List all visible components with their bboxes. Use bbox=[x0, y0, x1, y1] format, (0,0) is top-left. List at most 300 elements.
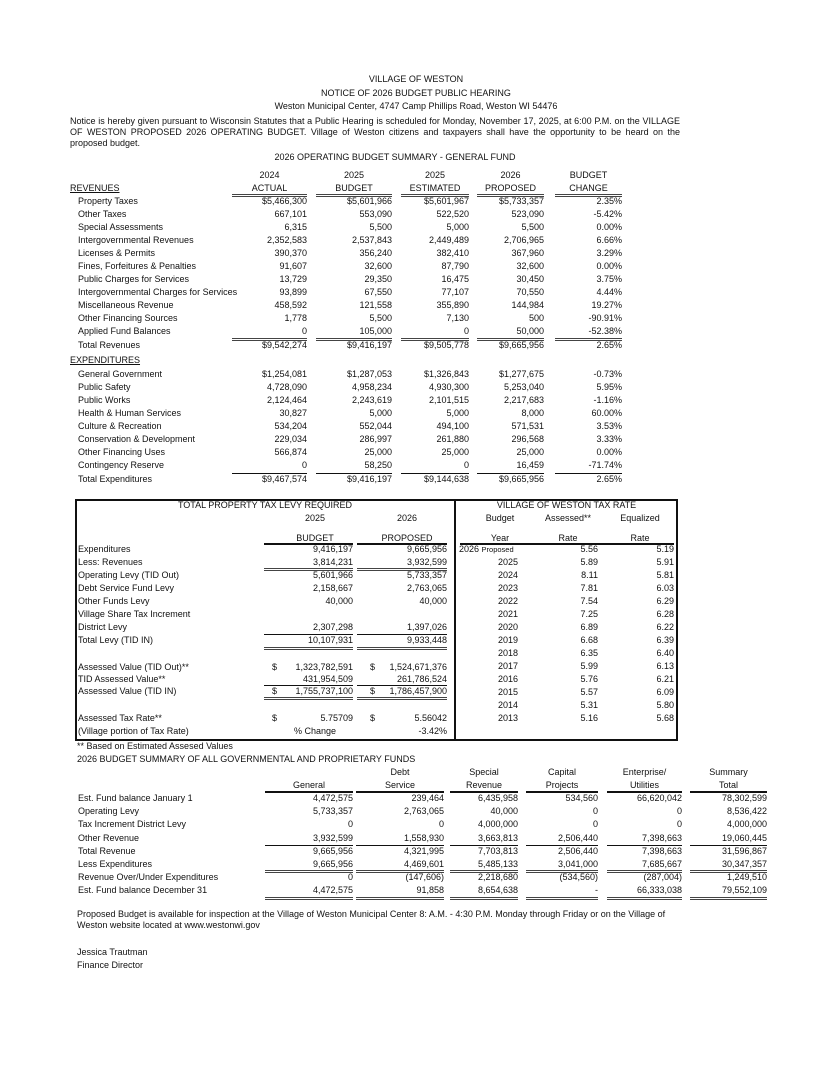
total-rule bbox=[690, 897, 767, 900]
fund-row-label: Est. Fund balance December 31 bbox=[78, 885, 208, 895]
fund-row-value: (287,004) bbox=[643, 872, 682, 882]
fund-row-value: 66,333,038 bbox=[636, 885, 682, 895]
levy-col-budget: BUDGET bbox=[296, 533, 334, 543]
row-label: Total Expenditures bbox=[78, 474, 153, 484]
fund-row-value: 4,321,995 bbox=[403, 846, 444, 856]
levy-row-value: 1,397,026 bbox=[406, 622, 447, 632]
row-value: 29,350 bbox=[364, 274, 392, 284]
row-value: $9,665,956 bbox=[498, 474, 544, 484]
revenues-heading: REVENUES bbox=[70, 183, 120, 193]
expenditures-heading: EXPENDITURES bbox=[70, 355, 141, 365]
row-label: Other Taxes bbox=[78, 209, 127, 219]
fund-row-value: 91,858 bbox=[416, 885, 444, 895]
currency-symbol: $ bbox=[272, 662, 278, 672]
row-value: 5,000 bbox=[446, 408, 469, 418]
row-label: Other Financing Sources bbox=[78, 313, 178, 323]
row-value: 356,240 bbox=[359, 248, 392, 258]
row-value: $1,254,081 bbox=[261, 369, 307, 379]
rate-year: 2013 bbox=[497, 713, 518, 723]
rate-year: 2016 bbox=[497, 674, 518, 684]
fund-row-label: Other Revenue bbox=[78, 833, 140, 843]
assessed-rate: 7.25 bbox=[580, 609, 598, 619]
levy-row-value: 9,933,448 bbox=[406, 635, 447, 645]
total-rule bbox=[356, 897, 444, 900]
fund-row-value: 78,302,599 bbox=[721, 793, 767, 803]
row-value: 2,101,515 bbox=[428, 395, 469, 405]
rate-year: 2020 bbox=[497, 622, 518, 632]
tax-rate-2026: 5.56042 bbox=[414, 713, 447, 723]
fund-header-top: Special bbox=[469, 767, 499, 777]
fund-header-top: Summary bbox=[709, 767, 748, 777]
availability-note: Proposed Budget is available for inspection at the Village of Weston Municipal Center 8: A.M. - 4:30 P.M. Monday through Friday or on the Village of Weston website located at www.westonwi.gov bbox=[77, 909, 666, 930]
row-value: 93,899 bbox=[279, 287, 307, 297]
fund-row-value: 30,347,357 bbox=[721, 859, 767, 869]
column-header-year: 2026 bbox=[500, 170, 521, 180]
row-value: -0.73% bbox=[593, 369, 622, 379]
equalized-rate: 6.13 bbox=[656, 661, 674, 671]
row-label: Special Assessments bbox=[78, 222, 164, 232]
fund-row-value: 79,552,109 bbox=[721, 885, 767, 895]
row-value: $9,144,638 bbox=[423, 474, 469, 484]
subtotal-rule bbox=[450, 845, 518, 846]
equalized-rate: 5.91 bbox=[656, 557, 674, 567]
row-value: 0 bbox=[463, 326, 469, 336]
fund-row-value: 40,000 bbox=[490, 806, 518, 816]
rate-header-top: Assessed** bbox=[544, 513, 592, 523]
signer-name: Jessica Trautman bbox=[77, 947, 148, 957]
row-value: 5,000 bbox=[369, 408, 392, 418]
row-value: 5,500 bbox=[369, 222, 392, 232]
row-value: 3.29% bbox=[596, 248, 622, 258]
fund-row-value: 0 bbox=[676, 806, 682, 816]
fund-row-value: 3,932,599 bbox=[312, 833, 353, 843]
rate-year: 2014 bbox=[497, 700, 518, 710]
fund-header-bottom: General bbox=[292, 780, 326, 790]
row-value: 566,874 bbox=[274, 447, 307, 457]
levy-row-value: 2,307,298 bbox=[312, 622, 353, 632]
fund-header-bottom: Service bbox=[384, 780, 415, 790]
subtotal-rule bbox=[264, 634, 353, 635]
fund-row-value: 4,469,601 bbox=[403, 859, 444, 869]
assessed-value-2025: 1,755,737,100 bbox=[295, 686, 353, 696]
fund-header-bottom: Projects bbox=[545, 780, 579, 790]
assessed-value-2026: 261,786,524 bbox=[396, 674, 447, 684]
levy-row-label: Village Share Tax Increment bbox=[78, 609, 191, 619]
fund-row-value: 19,060,445 bbox=[721, 833, 767, 843]
row-value: 30,450 bbox=[516, 274, 544, 284]
fund-row-value: 0 bbox=[347, 819, 353, 829]
fund-row-value: 534,560 bbox=[565, 793, 598, 803]
equalized-rate: 6.21 bbox=[656, 674, 674, 684]
fund-row-value: 0 bbox=[438, 819, 444, 829]
column-header-label: CHANGE bbox=[569, 183, 608, 193]
fund-header-top: Enterprise/ bbox=[622, 767, 667, 777]
total-rule bbox=[607, 897, 682, 900]
row-value: 571,531 bbox=[511, 421, 544, 431]
equalized-rate: 6.28 bbox=[656, 609, 674, 619]
row-value: $1,326,843 bbox=[423, 369, 469, 379]
row-value: 553,090 bbox=[359, 209, 392, 219]
levy-row-value: 5,733,357 bbox=[406, 570, 447, 580]
fund-row-value: 0 bbox=[592, 806, 598, 816]
subtotal-rule bbox=[265, 845, 353, 846]
fund-header-bottom: Utilities bbox=[629, 780, 659, 790]
tax-rate-label: Assessed Tax Rate** bbox=[78, 713, 162, 723]
assessed-rate: 6.89 bbox=[580, 622, 598, 632]
funds-summary-title: 2026 BUDGET SUMMARY OF ALL GOVERNMENTAL AND PROPRIETARY FUNDS bbox=[77, 754, 416, 764]
rate-year: 2015 bbox=[497, 687, 518, 697]
rate-year: 2021 bbox=[497, 609, 518, 619]
subtotal-rule bbox=[526, 870, 598, 873]
levy-row-label: District Levy bbox=[78, 622, 128, 632]
rate-year: 2019 bbox=[497, 635, 518, 645]
row-label: Culture & Recreation bbox=[78, 421, 162, 431]
levy-row-value: 9,665,956 bbox=[406, 544, 447, 554]
row-value: -52.38% bbox=[588, 326, 622, 336]
row-value: $1,277,675 bbox=[498, 369, 544, 379]
row-value: 390,370 bbox=[274, 248, 307, 258]
row-value: 355,890 bbox=[436, 300, 469, 310]
assessed-label: TID Assessed Value** bbox=[78, 674, 166, 684]
village-title: VILLAGE OF WESTON bbox=[368, 74, 464, 84]
row-value: 105,000 bbox=[359, 326, 392, 336]
general-fund-title: 2026 OPERATING BUDGET SUMMARY - GENERAL FUND bbox=[274, 152, 516, 162]
fund-row-value: 8,654,638 bbox=[477, 885, 518, 895]
column-header-year: BUDGET bbox=[569, 170, 608, 180]
row-value: 523,090 bbox=[511, 209, 544, 219]
row-value: 25,000 bbox=[441, 447, 469, 457]
footnote: ** Based on Estimated Assesed Values bbox=[77, 741, 233, 751]
row-value: 4,958,234 bbox=[351, 382, 392, 392]
row-label: Intergovernmental Charges for Services bbox=[78, 287, 238, 297]
column-header-year: 2025 bbox=[343, 170, 365, 180]
row-value: 229,034 bbox=[274, 434, 307, 444]
row-value: 58,250 bbox=[364, 460, 392, 470]
assessed-rate: 5.57 bbox=[580, 687, 598, 697]
assessed-rate: 6.68 bbox=[580, 635, 598, 645]
assessed-rate: 5.76 bbox=[580, 674, 598, 684]
subtotal-rule bbox=[357, 685, 447, 686]
fund-row-label: Tax Increment District Levy bbox=[78, 819, 187, 829]
levy-row-value: 40,000 bbox=[419, 596, 447, 606]
fund-row-value: 1,249,510 bbox=[726, 872, 767, 882]
row-label: Conservation & Development bbox=[78, 434, 196, 444]
assessed-label: Assessed Value (TID Out)** bbox=[78, 662, 189, 672]
row-value: -71.74% bbox=[588, 460, 622, 470]
row-label: Contingency Reserve bbox=[78, 460, 165, 470]
row-value: 77,107 bbox=[441, 287, 469, 297]
subtotal-rule bbox=[607, 870, 682, 873]
fund-row-value: 7,398,663 bbox=[641, 846, 682, 856]
row-value: 0.00% bbox=[596, 222, 622, 232]
row-value: 5,253,040 bbox=[503, 382, 544, 392]
row-value: 2,124,464 bbox=[266, 395, 307, 405]
row-value: 19.27% bbox=[591, 300, 622, 310]
subtotal-rule bbox=[356, 845, 444, 846]
fund-row-value: 2,218,680 bbox=[477, 872, 518, 882]
row-value: 16,459 bbox=[516, 460, 544, 470]
row-value: 458,592 bbox=[274, 300, 307, 310]
column-header-year: 2024 bbox=[259, 170, 280, 180]
row-value: 144,984 bbox=[511, 300, 544, 310]
row-label: Applied Fund Balances bbox=[78, 326, 171, 336]
fund-row-value: 6,435,958 bbox=[477, 793, 518, 803]
row-value: $9,416,197 bbox=[346, 474, 392, 484]
row-value: 8,000 bbox=[521, 408, 544, 418]
equalized-rate: 6.22 bbox=[656, 622, 674, 632]
row-value: 121,558 bbox=[359, 300, 392, 310]
total-rule bbox=[264, 647, 353, 650]
row-value: 494,100 bbox=[436, 421, 469, 431]
equalized-rate: 5.81 bbox=[656, 570, 674, 580]
row-value: 2.65% bbox=[596, 474, 622, 484]
fund-header-top: Capital bbox=[547, 767, 576, 777]
fund-row-value: - bbox=[595, 885, 598, 895]
row-value: 2,352,583 bbox=[266, 235, 307, 245]
row-value: 30,827 bbox=[279, 408, 307, 418]
row-value: $1,287,053 bbox=[346, 369, 392, 379]
fund-row-value: 5,733,357 bbox=[312, 806, 353, 816]
fund-row-value: 4,472,575 bbox=[312, 793, 353, 803]
subtotal-rule bbox=[357, 568, 447, 571]
column-header-label: PROPOSED bbox=[484, 183, 536, 193]
currency-symbol: $ bbox=[272, 713, 278, 723]
rate-year: 2024 bbox=[497, 570, 518, 580]
subtotal-rule bbox=[265, 870, 353, 873]
levy-col-proposed: PROPOSED bbox=[381, 533, 433, 543]
row-value: 4,728,090 bbox=[266, 382, 307, 392]
rate-year: 2023 bbox=[497, 583, 518, 593]
equalized-rate: 6.29 bbox=[656, 596, 674, 606]
row-value: 3.53% bbox=[596, 421, 622, 431]
subtotal-rule bbox=[690, 845, 767, 846]
assessed-label: Assessed Value (TID IN) bbox=[78, 686, 177, 696]
row-label: Other Financing Uses bbox=[78, 447, 166, 457]
assessed-rate: 5.89 bbox=[580, 557, 598, 567]
rate-header-top: Budget bbox=[485, 513, 515, 523]
fund-row-value: 7,398,663 bbox=[641, 833, 682, 843]
column-header-label: BUDGET bbox=[335, 183, 373, 193]
total-rule bbox=[357, 697, 447, 700]
rate-header-top: Equalized bbox=[620, 513, 660, 523]
row-value: 50,000 bbox=[516, 326, 544, 336]
fund-row-label: Total Revenue bbox=[78, 846, 136, 856]
fund-row-value: 1,558,930 bbox=[403, 833, 444, 843]
row-value: 2,243,619 bbox=[351, 395, 392, 405]
levy-col-2026: 2026 bbox=[396, 513, 418, 523]
row-label: Public Safety bbox=[78, 382, 131, 392]
box-divider bbox=[454, 499, 456, 741]
row-label: Property Taxes bbox=[78, 196, 138, 206]
equalized-rate: 5.80 bbox=[656, 700, 674, 710]
row-value: 2,449,489 bbox=[428, 235, 469, 245]
equalized-rate: 6.03 bbox=[656, 583, 674, 593]
row-value: 25,000 bbox=[364, 447, 392, 457]
row-value: 32,600 bbox=[516, 261, 544, 271]
row-value: $9,665,956 bbox=[498, 340, 544, 350]
row-value: 382,410 bbox=[436, 248, 469, 258]
fund-header-top: Debt bbox=[390, 767, 410, 777]
subtotal-rule bbox=[356, 870, 444, 873]
row-value: -5.42% bbox=[593, 209, 622, 219]
levy-row-value: 3,814,231 bbox=[312, 557, 353, 567]
row-value: -90.91% bbox=[588, 313, 622, 323]
row-value: 3.33% bbox=[596, 434, 622, 444]
fund-row-value: 31,596,867 bbox=[721, 846, 767, 856]
row-value: 0 bbox=[301, 326, 307, 336]
row-value: 5,000 bbox=[446, 222, 469, 232]
row-value: 91,607 bbox=[279, 261, 307, 271]
fund-row-value: 2,763,065 bbox=[403, 806, 444, 816]
fund-row-value: 0 bbox=[347, 872, 353, 882]
row-label: Public Works bbox=[78, 395, 131, 405]
fund-row-value: 3,663,813 bbox=[477, 833, 518, 843]
fund-row-value: 0 bbox=[592, 819, 598, 829]
fund-row-value: 2,506,440 bbox=[557, 833, 598, 843]
column-header-label: ESTIMATED bbox=[409, 183, 461, 193]
row-value: 2,217,683 bbox=[503, 395, 544, 405]
fund-row-value: 8,536,422 bbox=[726, 806, 767, 816]
row-value: 5,500 bbox=[521, 222, 544, 232]
assessed-value-2026: 1,524,671,376 bbox=[389, 662, 447, 672]
levy-row-value: 2,763,065 bbox=[406, 583, 447, 593]
subtotal-rule bbox=[264, 685, 353, 686]
row-value: $9,505,778 bbox=[423, 340, 469, 350]
row-value: 2.35% bbox=[596, 196, 622, 206]
row-value: 60.00% bbox=[591, 408, 622, 418]
levy-row-label: Total Levy (TID IN) bbox=[78, 635, 154, 645]
row-value: 32,600 bbox=[364, 261, 392, 271]
percent-change-value: -3.42% bbox=[418, 726, 447, 736]
fund-row-value: 66,620,042 bbox=[636, 793, 682, 803]
levy-row-label: Less: Revenues bbox=[78, 557, 143, 567]
assessed-rate: 5.16 bbox=[580, 713, 598, 723]
fund-row-value: 4,000,000 bbox=[726, 819, 767, 829]
equalized-rate: 6.40 bbox=[656, 648, 674, 658]
notice-title: NOTICE OF 2026 BUDGET PUBLIC HEARING bbox=[321, 88, 511, 98]
subtotal-rule bbox=[450, 870, 518, 873]
row-label: Health & Human Services bbox=[78, 408, 182, 418]
assessed-value-2026: 1,786,457,900 bbox=[389, 686, 447, 696]
row-value: 6,315 bbox=[284, 222, 307, 232]
row-value: -1.16% bbox=[593, 395, 622, 405]
levy-row-label: Operating Levy (TID Out) bbox=[78, 570, 180, 580]
rate-year: 2018 bbox=[497, 648, 518, 658]
levy-row-value: 40,000 bbox=[325, 596, 353, 606]
fund-row-value: (147,606) bbox=[405, 872, 444, 882]
row-value: 0 bbox=[463, 460, 469, 470]
row-label: General Government bbox=[78, 369, 163, 379]
row-value: $5,601,967 bbox=[423, 196, 469, 206]
total-rule bbox=[357, 647, 447, 650]
levy-row-value: 10,107,931 bbox=[307, 635, 353, 645]
fund-row-value: 2,506,440 bbox=[557, 846, 598, 856]
column-header-year: 2025 bbox=[424, 170, 446, 180]
row-value: 367,960 bbox=[511, 248, 544, 258]
row-value: $9,542,274 bbox=[261, 340, 307, 350]
row-value: 3.75% bbox=[596, 274, 622, 284]
row-value: 0.00% bbox=[596, 447, 622, 457]
rate-year: 2022 bbox=[497, 596, 518, 606]
total-rule bbox=[526, 897, 598, 900]
fund-row-label: Less Expenditures bbox=[78, 859, 153, 869]
row-value: 552,044 bbox=[359, 421, 392, 431]
row-label: Fines, Forfeitures & Penalties bbox=[78, 261, 197, 271]
assessed-value-2025: 1,323,782,591 bbox=[295, 662, 353, 672]
row-value: 5,500 bbox=[369, 313, 392, 323]
fund-row-value: 0 bbox=[676, 819, 682, 829]
row-value: 2.65% bbox=[596, 340, 622, 350]
address-line: Weston Municipal Center, 4747 Camp Phillips Road, Weston WI 54476 bbox=[274, 101, 558, 111]
row-value: 13,729 bbox=[279, 274, 307, 284]
currency-symbol: $ bbox=[370, 686, 376, 696]
fund-row-value: 7,685,667 bbox=[641, 859, 682, 869]
rate-year: 2017 bbox=[497, 661, 518, 671]
total-rule bbox=[450, 897, 518, 900]
row-value: 667,101 bbox=[274, 209, 307, 219]
subtotal-rule bbox=[607, 845, 682, 846]
row-value: $5,601,966 bbox=[346, 196, 392, 206]
currency-symbol: $ bbox=[370, 662, 376, 672]
fund-row-label: Revenue Over/Under Expenditures bbox=[78, 872, 219, 882]
levy-col-2025: 2025 bbox=[304, 513, 326, 523]
levy-row-value: 5,601,966 bbox=[312, 570, 353, 580]
village-portion-label: (Village portion of Tax Rate) bbox=[78, 726, 189, 736]
row-label: Licenses & Permits bbox=[78, 248, 156, 258]
row-value: $9,416,197 bbox=[346, 340, 392, 350]
row-value: 261,880 bbox=[436, 434, 469, 444]
tax-rate-2025: 5.75709 bbox=[320, 713, 353, 723]
levy-row-value: 9,416,197 bbox=[312, 544, 353, 554]
subtotal-rule bbox=[526, 845, 598, 846]
row-value: 296,568 bbox=[511, 434, 544, 444]
equalized-rate: 6.09 bbox=[656, 687, 674, 697]
row-value: 4.44% bbox=[596, 287, 622, 297]
row-label: Miscellaneous Revenue bbox=[78, 300, 174, 310]
assessed-rate: 5.56 bbox=[580, 544, 598, 554]
row-value: 286,997 bbox=[359, 434, 392, 444]
currency-symbol: $ bbox=[370, 713, 376, 723]
levy-row-label: Other Funds Levy bbox=[78, 596, 150, 606]
signer-title: Finance Director bbox=[77, 960, 144, 970]
levy-row-value: 3,932,599 bbox=[406, 557, 447, 567]
row-label: Intergovernmental Revenues bbox=[78, 235, 194, 245]
rate-header-bottom: Rate bbox=[630, 533, 650, 543]
row-value: 500 bbox=[528, 313, 544, 323]
levy-row-label: Debt Service Fund Levy bbox=[78, 583, 175, 593]
fund-row-label: Est. Fund balance January 1 bbox=[78, 793, 193, 803]
row-value: 534,204 bbox=[274, 421, 307, 431]
subtotal-rule bbox=[264, 568, 353, 571]
assessed-rate: 5.99 bbox=[580, 661, 598, 671]
row-value: 7,130 bbox=[446, 313, 469, 323]
row-value: 67,550 bbox=[364, 287, 392, 297]
row-value: 25,000 bbox=[516, 447, 544, 457]
fund-row-label: Operating Levy bbox=[78, 806, 140, 816]
equalized-rate: 5.19 bbox=[656, 544, 674, 554]
row-value: 0.00% bbox=[596, 261, 622, 271]
assessed-value-2025: 431,954,509 bbox=[302, 674, 353, 684]
row-value: 1,778 bbox=[284, 313, 307, 323]
row-value: 4,930,300 bbox=[428, 382, 469, 392]
total-rule bbox=[265, 897, 353, 900]
column-header-label: ACTUAL bbox=[251, 183, 288, 193]
subtotal-rule bbox=[357, 634, 447, 635]
row-value: 2,537,843 bbox=[351, 235, 392, 245]
fund-row-value: 5,485,133 bbox=[477, 859, 518, 869]
assessed-rate: 8.11 bbox=[581, 570, 598, 580]
tax-rate-title: VILLAGE OF WESTON TAX RATE bbox=[496, 500, 637, 510]
